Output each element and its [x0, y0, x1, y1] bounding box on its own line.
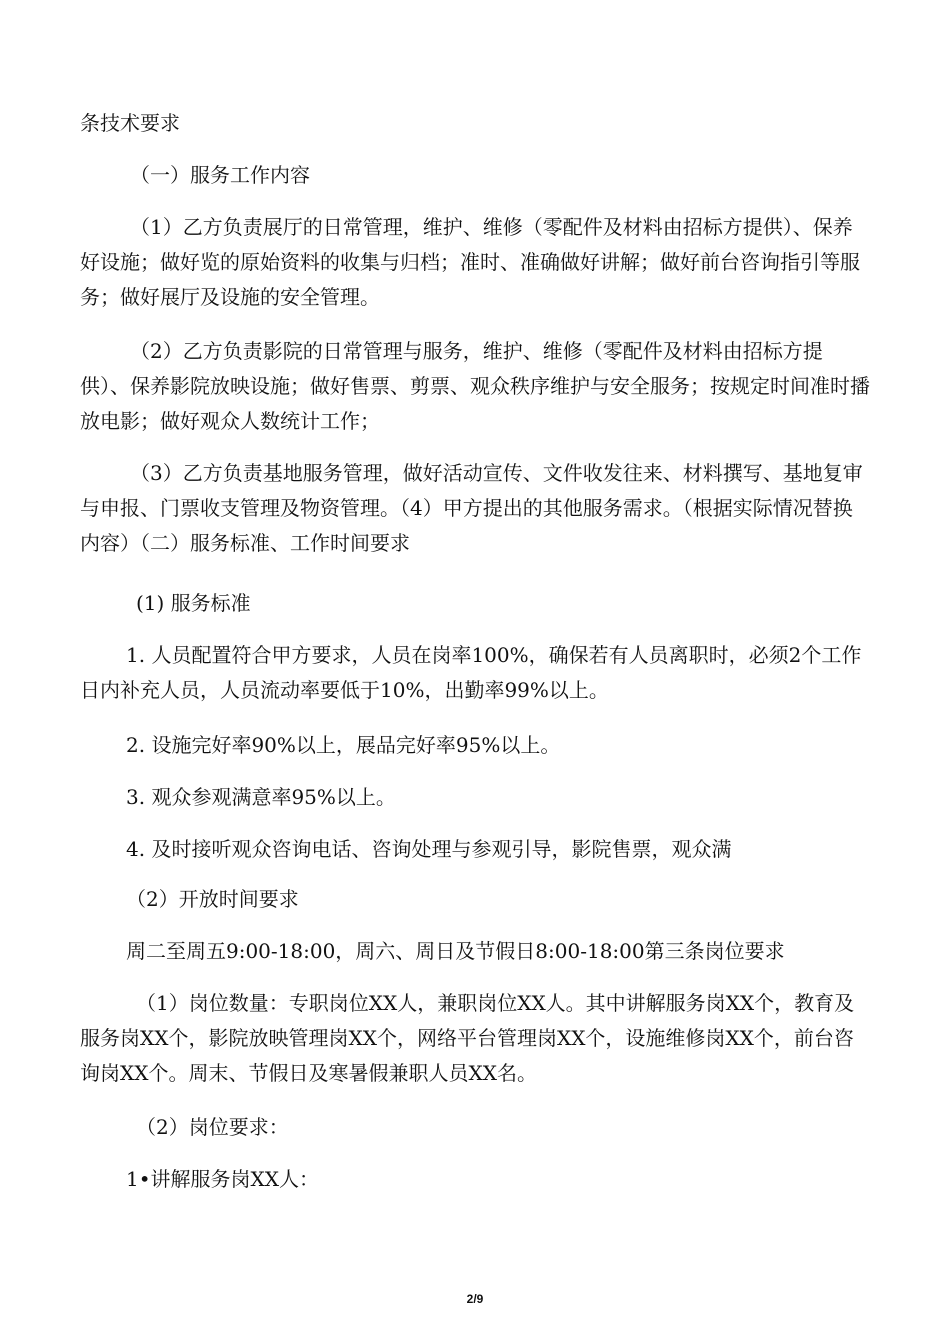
subheading-service-standard: (1) 服务标准	[136, 591, 251, 615]
paragraph-opening-hours: 周二至周五9:00-18:00，周六、周日及节假日8:00-18:00第三条岗位要求	[126, 939, 785, 963]
list-item-4: 4. 及时接听观众咨询电话、咨询处理与参观引导，影院售票，观众满	[126, 837, 732, 861]
paragraph-item-1: （1）乙方负责展厅的日常管理，维护、维修（零配件及材料由招标方提供）、保养好设施；做好览的原始资料的收集与归档；准时、准确做好讲解；做好前台咨询指引等服务；做好展厅及设施的安全管理。	[80, 215, 860, 309]
paragraph-position-count: （1）岗位数量：专职岗位XX人，兼职岗位XX人。其中讲解服务岗XX个，教育及服务岗XX个，影院放映管理岗XX个，网络平台管理岗XX个，设施维修岗XX个，前台咨询岗XX个。周末、节假日及寒暑假兼职人员XX名。	[80, 991, 855, 1085]
page-number: 2/9	[466, 1292, 484, 1306]
list-item-guide-service: 1•讲解服务岗XX人：	[126, 1167, 319, 1191]
list-item-3: 3. 观众参观满意率95%以上。	[126, 785, 396, 809]
subsection-heading-service-content: （一）服务工作内容	[130, 163, 310, 187]
section-heading: 条技术要求	[80, 111, 180, 135]
list-item-1: 1. 人员配置符合甲方要求，人员在岗率100%，确保若有人员离职时，必须2个工作日内补充人员，人员流动率要低于10%，出勤率99%以上。	[80, 643, 862, 702]
list-item-2: 2. 设施完好率90%以上，展品完好率95%以上。	[126, 733, 561, 757]
subheading-opening-hours: （2）开放时间要求	[126, 887, 299, 911]
paragraph-item-3: （3）乙方负责基地服务管理，做好活动宣传、文件收发往来、材料撰写、基地复审与申报、门票收支管理及物资管理。（4）甲方提出的其他服务需求。（根据实际情况替换内容）（二）服务标准、工作时间要求	[80, 461, 863, 555]
subheading-position-requirements: （2）岗位要求：	[136, 1115, 289, 1139]
paragraph-item-2: （2）乙方负责影院的日常管理与服务，维护、维修（零配件及材料由招标方提供）、保养影院放映设施；做好售票、剪票、观众秩序维护与安全服务；按规定时间准时播放电影；做好观众人数统计工作；	[80, 339, 870, 433]
